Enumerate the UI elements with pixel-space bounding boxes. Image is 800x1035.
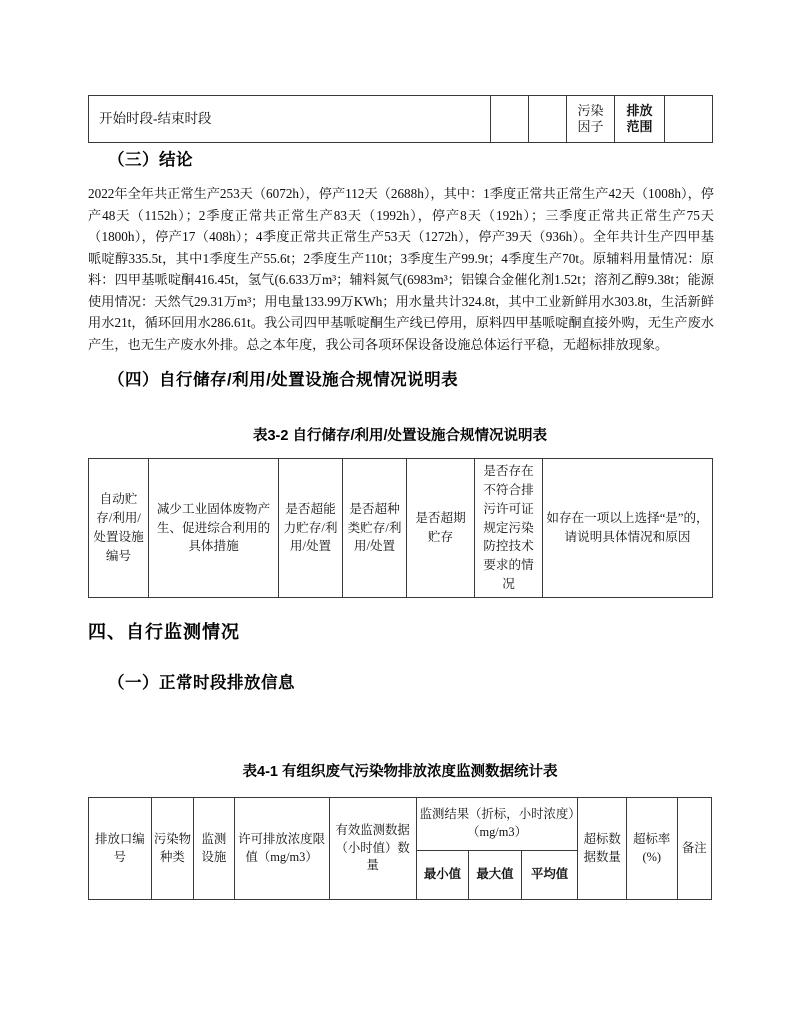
header-noncompliance: 是否存在不符合排污许可证规定污染防控技术要求的情况 <box>475 459 543 598</box>
conclusion-paragraph: 2022年全年共正常生产253天（6072h），停产112天（2688h），其中：1季度正常共正常生产42天（1008h），停产48天（1152h）；2季度正常共正常生产83天（1992h），停产8天（192h）；三季度正常共正常生产75天（1800h），停产17（408h）；4季度正常共正常生产53天（1272h），停产39天（936h）。全年共计生产四甲基哌啶醇335.5t，其中1季度生产55.6t；2季度生产110t；3季度生产99.9t；4季度生产70t。原辅料用量情况：原料：四甲基哌啶酮416.45t，氢气(6.633万m³；辅料氮气(6983m³；铝镍合金催化剂1.52t；溶剂乙醇9.38t；能源使用情况：天然气29.31万m³；用电量133.99万KWh；用水量共计324.8t，其中工业新鲜用水303.8t，生活新鲜用水21t，循环回用水286.61t。我公司四甲基哌啶酮生产线已停用，原料四甲基哌啶酮直接外购，无生产废水产生，也无生产废水外排。总之本年度，我公司各项环保设备设施总体运行平稳，无超标排放现象。 <box>88 186 714 352</box>
header-avg-value: 平均值 <box>521 851 578 900</box>
header-min-value: 最小值 <box>416 851 469 900</box>
header-monitoring-facility: 监测设施 <box>194 798 234 900</box>
air-emission-monitoring-table <box>88 797 712 900</box>
header-monitoring-result-group: 监测结果（折标，小时浓度）（mg/m3） <box>416 798 578 851</box>
header-max-value: 最大值 <box>469 851 522 900</box>
heading-section-four: 四、自行监测情况 <box>88 622 240 642</box>
pollutant-factor-text: 污染 因子 <box>577 103 604 134</box>
emission-time-table <box>88 95 713 143</box>
header-pollutant-type: 污染物种类 <box>151 798 193 900</box>
facility-compliance-table <box>88 458 713 598</box>
header-over-period: 是否超期贮存 <box>407 459 475 598</box>
header-exceed-rate: 超标率(%) <box>626 798 677 900</box>
cell-blank-1 <box>491 96 529 143</box>
top-continued-table <box>88 95 713 143</box>
header-valid-data-count: 有效监测数据（小时值）数量 <box>329 798 416 900</box>
header-exceed-data-count: 超标数据数量 <box>578 798 627 900</box>
table-row <box>89 96 713 143</box>
header-over-capacity: 是否超能力贮存/利用/处置 <box>279 459 343 598</box>
header-outlet-number: 排放口编号 <box>89 798 152 900</box>
heading-normal-emission-info: （一）正常时段排放信息 <box>108 674 295 692</box>
header-over-category: 是否超种类贮存/利用/处置 <box>343 459 407 598</box>
cell-pollutant-factor <box>567 96 615 143</box>
table-4-1 <box>88 797 712 900</box>
table-3-2 <box>88 458 713 598</box>
header-permitted-limit: 许可排放浓度限值（mg/m3） <box>234 798 329 900</box>
table-header-row-upper <box>89 798 712 851</box>
table-3-2-caption: 表3-2 自行储存/利用/处置设施合规情况说明表 <box>252 428 548 444</box>
cell-time-range: 开始时段-结束时段 <box>89 96 491 143</box>
cell-blank-2 <box>529 96 567 143</box>
header-explanation: 如存在一项以上选择“是”的，请说明具体情况和原因 <box>543 459 713 598</box>
header-reduction-measures: 减少工业固体废物产生、促进综合利用的具体措施 <box>149 459 279 598</box>
heading-facility-compliance: （四）自行储存/利用/处置设施合规情况说明表 <box>108 371 459 389</box>
cell-blank-3 <box>665 96 713 143</box>
emission-range-text: 排放 范围 <box>626 103 653 134</box>
heading-conclusion: （三）结论 <box>108 151 193 169</box>
header-remarks: 备注 <box>677 798 711 900</box>
table-4-1-caption: 表4-1 有组织废气污染物排放浓度监测数据统计表 <box>242 764 558 780</box>
table-header-row <box>89 459 713 598</box>
header-facility-number: 自动贮存/利用/处置设施编号 <box>89 459 149 598</box>
cell-emission-range <box>615 96 665 143</box>
